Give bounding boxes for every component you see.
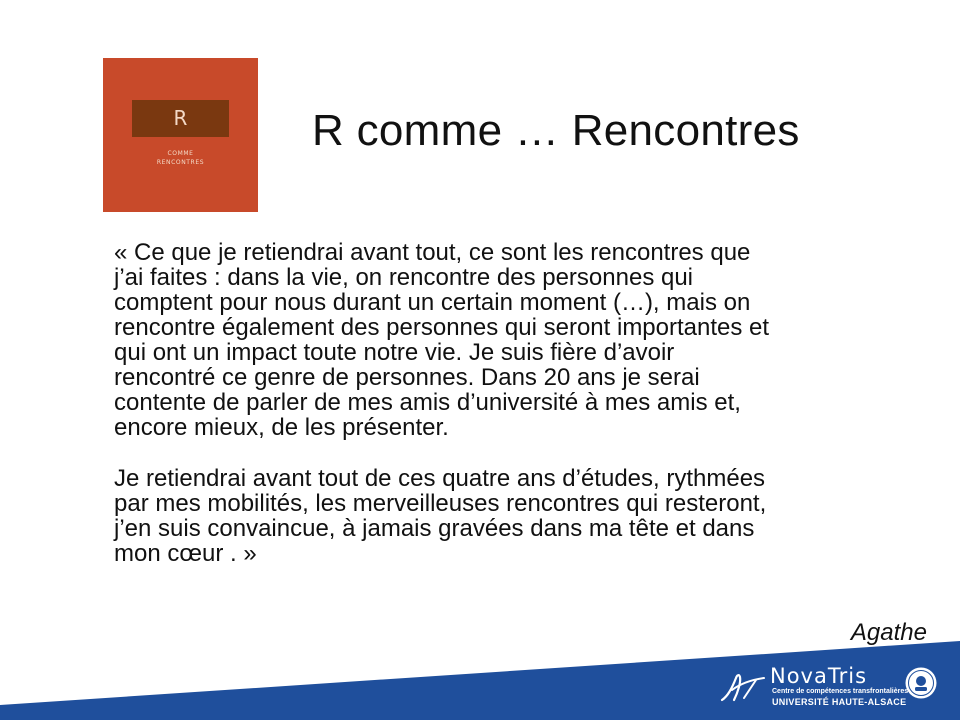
- quote-paragraph-2: [114, 466, 934, 566]
- quote-signature: Agathe: [850, 619, 927, 646]
- university-prefix: UNIVERSITÉ: [772, 697, 832, 707]
- quote-body: [114, 240, 934, 566]
- quote-line: encore mieux, de les présenter.: [114, 414, 449, 441]
- logo-subtitle-line1: COMME: [167, 150, 194, 157]
- novatris-logo: [718, 664, 948, 712]
- university-seal-icon: [904, 666, 938, 700]
- quote-line: comptent pour nous durant un certain moment (…), mais on: [114, 289, 751, 316]
- logo-letter: R: [132, 100, 229, 137]
- quote-line: qui ont un impact toute notre vie. Je suis fière d’avoir: [114, 339, 675, 366]
- brand-name: NovaTris: [770, 664, 868, 688]
- quote-line: « Ce que je retiendrai avant tout, ce sont les rencontres que: [114, 239, 751, 266]
- novatris-mark-icon: [718, 670, 766, 704]
- quote-line: j’en suis convaincue, à jamais gravées dans ma tête et dans: [114, 515, 755, 542]
- quote-paragraph-1: [114, 240, 934, 440]
- quote-line: contente de parler de mes amis d’université à mes amis et,: [114, 389, 741, 416]
- logo-subtitle-line2: RENCONTRES: [156, 159, 205, 166]
- quote-line: mon cœur . »: [114, 540, 257, 567]
- slide-title: R comme … Rencontres: [312, 106, 800, 155]
- quote-line: rencontré ce genre de personnes. Dans 20 ans je serai: [114, 364, 700, 391]
- quote-line: j’ai faites : dans la vie, on rencontre des personnes qui: [114, 264, 694, 291]
- quote-line: par mes mobilités, les merveilleuses rencontres qui resteront,: [114, 490, 767, 517]
- brand-tagline: Centre de compétences transfrontalières: [772, 688, 909, 695]
- rencontres-logo: [103, 58, 258, 212]
- quote-line: rencontre également des personnes qui seront importantes et: [114, 314, 770, 341]
- brand-university: [772, 697, 906, 707]
- quote-line: Je retiendrai avant tout de ces quatre ans d’études, rythmées: [114, 465, 766, 492]
- university-name: HAUTE-ALSACE: [831, 697, 907, 707]
